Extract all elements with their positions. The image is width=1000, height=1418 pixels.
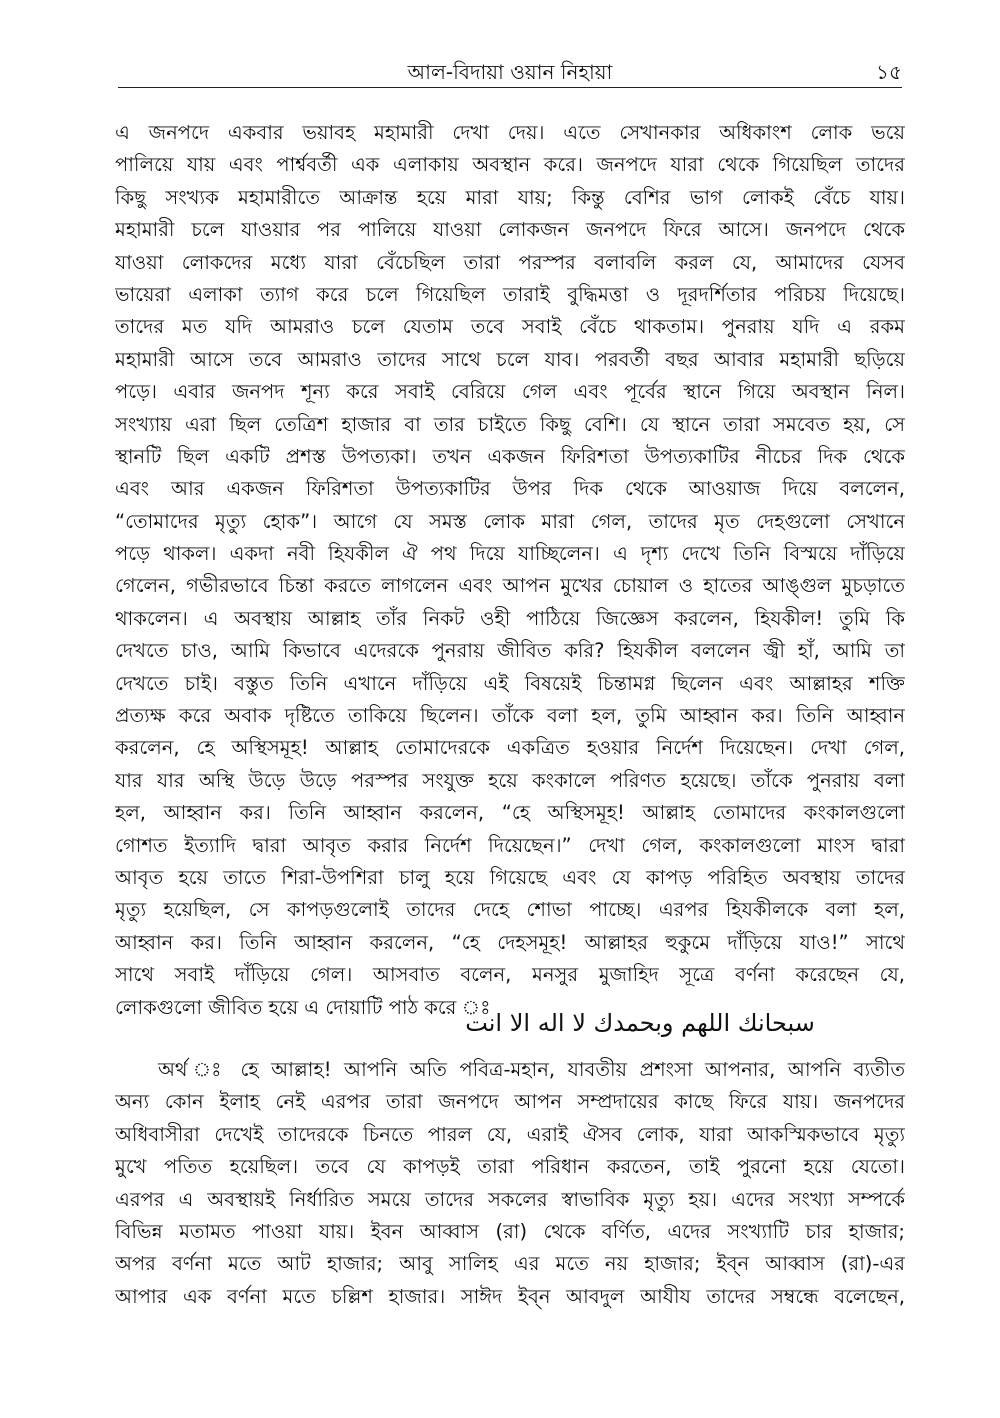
text-line: অন্য কোন ইলাহ নেই এরপর তারা জনপদে আপন সম্প্রদায়ের কাছে ফিরে যায়। জনপদের	[115, 1090, 905, 1114]
text-line: সাথে সবাই দাঁড়িয়ে গেল। আসবাত বলেন, মনসুর মুজাহিদ সূত্রে বর্ণনা করেছেন যে,	[115, 963, 905, 987]
text-line: পালিয়ে যায় এবং পার্শ্ববর্তী এক এলাকায় অবস্থান করে। জনপদে যারা থেকে গিয়েছিল তাদের	[115, 153, 905, 177]
text-line: থাকলেন। এ অবস্থায় আল্লাহ তাঁর নিকট ওহী পাঠিয়ে জিজ্ঞেস করলেন, হিযকীল! তুমি কি	[115, 606, 905, 630]
text-line: মুখে পতিত হয়েছিল। তবে যে কাপড়ই তারা পরিধান করতেন, তাই পুরনো হয়ে যেতো।	[115, 1155, 905, 1179]
text-line: গোশত ইত্যাদি দ্বারা আবৃত করার নির্দেশ দিয়েছেন।” দেখা গেল, কংকালগুলো মাংস দ্বারা	[115, 833, 905, 857]
text-line: তাদের মত যদি আমরাও চলে যেতাম তবে সবাই বেঁচে থাকতাম। পুনরায় যদি এ রকম	[115, 315, 905, 339]
text-line: গেলেন, গভীরভাবে চিন্তা করতে লাগলেন এবং আপন মুখের চোয়াল ও হাতের আঙ্গুল মুচড়াতে	[115, 574, 905, 598]
text-line: অপর বর্ণনা মতে আট হাজার; আবু সালিহ এর মতে নয় হাজার; ইব্ন আব্বাস (রা)-এর	[115, 1252, 905, 1276]
text-line: অর্থ ঃ হে আল্লাহ! আপনি অতি পবিত্র-মহান, যাবতীয় প্রশংসা আপনার, আপনি ব্যতীত	[158, 1058, 905, 1081]
text-line: যাওয়া লোকদের মধ্যে যারা বেঁচেছিল তারা পরস্পর বলাবলি করল যে, আমাদের যেসব	[115, 250, 905, 274]
text-line: এবং আর একজন ফিরিশতা উপত্যকাটির উপর দিক থেকে আওয়াজ দিয়ে বললেন,	[115, 477, 905, 501]
text-line: “তোমাদের মৃত্যু হোক”। আগে যে সমস্ত লোক মারা গেল, তাদের মৃত দেহগুলো সেখানে	[115, 509, 905, 533]
running-header	[118, 48, 902, 88]
text-line: আহ্বান কর। তিনি আহ্বান করলেন, “হে দেহসমূহ! আল্লাহর হুকুমে দাঁড়িয়ে যাও!” সাথে	[115, 930, 905, 954]
paragraph-2	[115, 1054, 905, 1313]
arabic-dua: سبحانك اللهم وبحمدك لا اله الا انت	[465, 1009, 815, 1037]
text-line: প্রত্যক্ষ করে অবাক দৃষ্টিতে তাকিয়ে ছিলেন। তাঁকে বলা হল, তুমি আহ্বান কর। তিনি আহ্বান	[115, 704, 905, 728]
text-line: পড়ে থাকল। একদা নবী হিযকীল ঐ পথ দিয়ে যাচ্ছিলেন। এ দৃশ্য দেখে তিনি বিস্ময়ে দাঁড়িয়ে	[115, 542, 905, 566]
text-line: ভায়েরা এলাকা ত্যাগ করে চলে গিয়েছিল তারাই বুদ্ধিমত্তা ও দূরদর্শিতার পরিচয় দিয়েছে।	[115, 282, 905, 306]
text-line: বিভিন্ন মতামত পাওয়া যায়। ইবন আব্বাস (রা) থেকে বর্ণিত, এদের সংখ্যাটি চার হাজার;	[115, 1219, 905, 1243]
text-line: করলেন, হে অস্থিসমূহ! আল্লাহ তোমাদেরকে একত্রিত হওয়ার নির্দেশ দিয়েছেন। দেখা গেল,	[115, 736, 905, 760]
book-title: আল-বিদায়া ওয়ান নিহায়া	[407, 60, 613, 84]
text-line: যার যার অস্থি উড়ে উড়ে পরস্পর সংযুক্ত হয়ে কংকালে পরিণত হয়েছে। তাঁকে পুনরায় বলা	[115, 768, 905, 792]
text-line: দেখতে চাও, আমি কিভাবে এদেরকে পুনরায় জীবিত করি? হিযকীল বললেন জ্বী হাঁ, আমি তা	[115, 639, 905, 663]
text-line: লোকগুলো জীবিত হয়ে এ দোয়াটি পাঠ করে ঃ	[115, 995, 491, 1019]
paragraph-1	[115, 117, 905, 1024]
text-line: দেখতে চাই। বস্তুত তিনি এখানে দাঁড়িয়ে এই বিষয়েই চিন্তামগ্ন ছিলেন এবং আল্লাহর শক্তি	[115, 671, 905, 695]
page-number: ১৫	[876, 60, 902, 84]
text-line: এরপর এ অবস্থায়ই নির্ধারিত সময়ে তাদের সকলের স্বাভাবিক মৃত্যু হয়। এদের সংখ্যা সম্পর্কে	[115, 1187, 905, 1211]
text-line: এ জনপদে একবার ভয়াবহ মহামারী দেখা দেয়। এতে সেখানকার অধিকাংশ লোক ভয়ে	[115, 121, 905, 144]
text-line: মৃত্যু হয়েছিল, সে কাপড়গুলোই তাদের দেহে শোভা পাচ্ছে। এরপর হিযকীলকে বলা হল,	[115, 898, 905, 922]
text-line: সংখ্যায় এরা ছিল তেত্রিশ হাজার বা তার চাইতে কিছু বেশি। যে স্থানে তারা সমবেত হয়, সে	[115, 412, 905, 436]
text-line: স্থানটি ছিল একটি প্রশস্ত উপত্যকা। তখন একজন ফিরিশতা উপত্যকাটির নীচের দিক থেকে	[115, 444, 905, 468]
text-line: মহামারী চলে যাওয়ার পর পালিয়ে যাওয়া লোকজন জনপদে ফিরে আসে। জনপদে থেকে	[115, 218, 905, 242]
text-line: আপার এক বর্ণনা মতে চল্লিশ হাজার। সাঈদ ইব্ন আবদুল আযীয তাদের সম্বন্ধে বলেছেন,	[115, 1284, 905, 1308]
text-line: হল, আহ্বান কর। তিনি আহ্বান করলেন, “হে অস্থিসমূহ! আল্লাহ তোমাদের কংকালগুলো	[115, 801, 905, 825]
text-line: অধিবাসীরা দেখেই তাদেরকে চিনতে পারল যে, এরাই ঐসব লোক, যারা আকস্মিকভাবে মৃত্যু	[115, 1122, 905, 1146]
text-line: আবৃত হয়ে তাতে শিরা-উপশিরা চালু হয়ে গিয়েছে এবং যে কাপড় পরিহিত অবস্থায় তাদের	[115, 865, 905, 889]
text-line: মহামারী আসে তবে আমরাও তাদের সাথে চলে যাব। পরবর্তী বছর আবার মহামারী ছড়িয়ে	[115, 347, 905, 371]
text-line: পড়ে। এবার জনপদ শূন্য করে সবাই বেরিয়ে গেল এবং পূর্বের স্থানে গিয়ে অবস্থান নিল।	[115, 380, 905, 404]
text-line: কিছু সংখ্যক মহামারীতে আক্রান্ত হয়ে মারা যায়; কিন্তু বেশির ভাগ লোকই বেঁচে যায়।	[115, 185, 905, 209]
